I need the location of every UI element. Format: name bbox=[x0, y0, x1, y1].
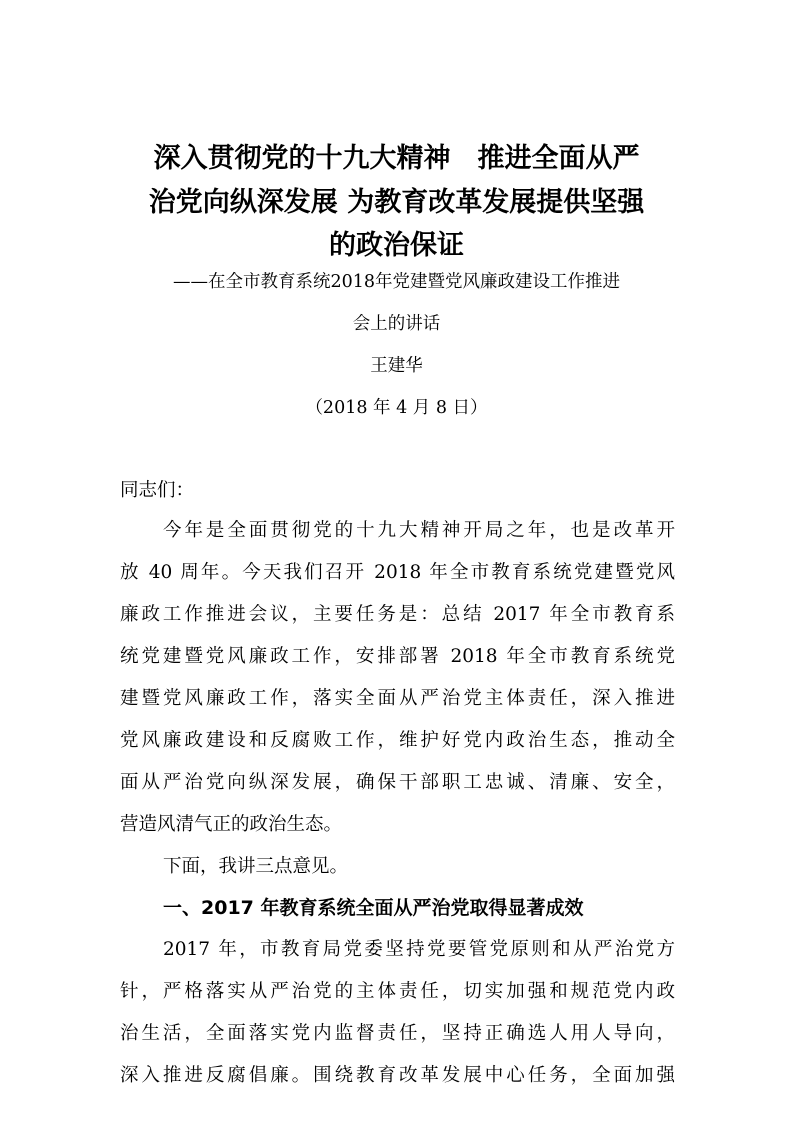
section1-heading: 一、2017 年教育系统全面从严治党取得显著成效 bbox=[163, 897, 584, 919]
paragraph1-line-8: 营造风清气正的政治生态。 bbox=[120, 814, 343, 835]
paragraph1-line-1: 今年是全面贯彻党的十九大精神开局之年，也是改革开 bbox=[163, 520, 675, 541]
subtitle-line-2: 会上的讲话 bbox=[352, 314, 441, 334]
paragraph1-line-2: 放 40 周年。今天我们召开 2018 年全市教育系统党建暨党风 bbox=[120, 562, 675, 583]
paragraph3-line-1: 2017 年，市教育局党委坚持党要管党原则和从严治党方 bbox=[163, 939, 675, 960]
paragraph1-line-7: 面从严治党向纵深发展，确保干部职工忠诚、清廉、安全， bbox=[120, 772, 675, 793]
title-line-3: 的政治保证 bbox=[329, 230, 464, 261]
paragraph1-line-3: 廉政工作推进会议，主要任务是：总结 2017 年全市教育系 bbox=[120, 604, 675, 625]
paragraph1-line-5: 建暨党风廉政工作，落实全面从严治党主体责任，深入推进 bbox=[120, 688, 675, 709]
paragraph1-line-4: 统党建暨党风廉政工作，安排部署 2018 年全市教育系统党 bbox=[120, 646, 675, 667]
salutation: 同志们： bbox=[120, 480, 195, 501]
paragraph3-line-3: 治生活，全面落实党内监督责任，坚持正确选人用人导向， bbox=[120, 1023, 675, 1044]
paragraph1-line-6: 党风廉政建设和反腐败工作，维护好党内政治生态，推动全 bbox=[120, 730, 675, 751]
paragraph3-line-2: 针，严格落实从严治党的主体责任，切实加强和规范党内政 bbox=[120, 981, 675, 1002]
author: 王建华 bbox=[370, 356, 423, 376]
title-line-2: 治党向纵深发展 为教育改革发展提供坚强 bbox=[148, 187, 645, 218]
speech-date: （2018 年 4 月 8 日） bbox=[305, 398, 488, 418]
paragraph2: 下面，我讲三点意见。 bbox=[163, 856, 349, 877]
title-line-1: 深入贯彻党的十九大精神 推进全面从严 bbox=[153, 143, 640, 174]
paragraph3-line-4: 深入推进反腐倡廉。围绕教育改革发展中心任务，全面加强 bbox=[120, 1065, 675, 1086]
subtitle-line-1: ——在全市教育系统2018年党建暨党风廉政建设工作推进 bbox=[172, 272, 621, 292]
